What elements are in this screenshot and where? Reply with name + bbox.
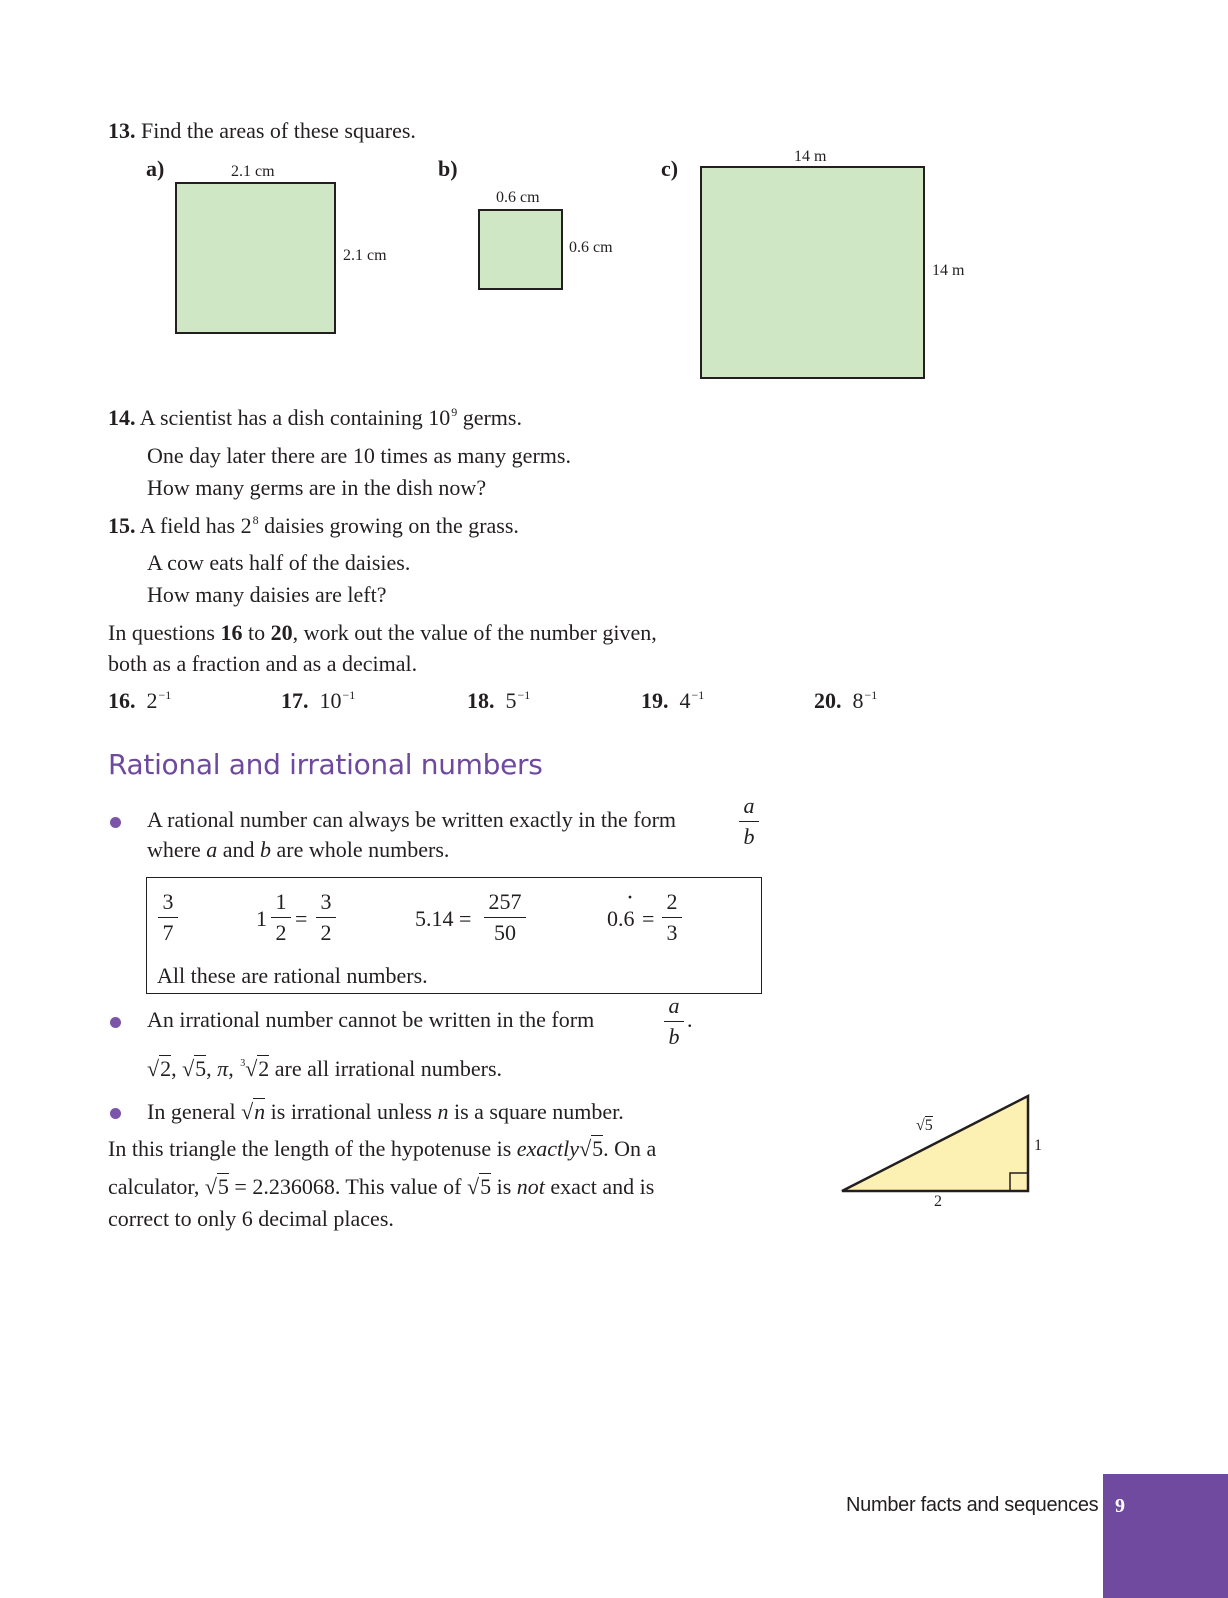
mixed-whole: 1 [256,906,267,931]
bullet-icon [110,1017,121,1028]
base-label: 2 [934,1193,942,1210]
recurring-decimal: 0.6 [607,906,635,931]
paragraph-line2: calculator, √5 = 2.236068. This value of √5 is not exact and is [108,1174,655,1199]
paragraph-line1: In this triangle the length of the hypotenuse is exactly√5. On a [108,1136,657,1161]
question-17: 17. $10^{-1}$ [281,688,356,713]
fraction-3-2: 3 2 [316,890,336,945]
fraction-a-over-b: a b [664,994,684,1049]
bullet1-line2: where a and b are whole numbers. [147,837,450,862]
question-number: 14. [108,405,136,430]
bullet2-text: An irrational number cannot be written in the form [147,1007,595,1032]
bullet-icon [110,1108,121,1119]
page-number-tab [1103,1474,1228,1598]
chapter-title: Number facts and sequences [846,1494,1099,1516]
question-16: 16. $2^{-1}$ [108,688,172,713]
question-number: 15. [108,513,136,538]
fraction-257-50: 257 50 [484,890,526,945]
equals-sign: = [295,906,308,931]
paragraph-line3: correct to only 6 decimal places. [108,1206,394,1231]
question-text: Find the areas of these squares. [141,118,416,143]
fraction-3-7: 3 7 [158,890,178,945]
equals-sign: = [642,906,655,931]
fraction-1-2: 1 2 [271,890,291,945]
decimal-5-14: 5.14 = [415,906,472,931]
page-number: 9 [1115,1495,1125,1517]
q15-line3: How many daisies are left? [147,582,387,607]
recurring-dot: · [626,885,634,911]
square-c-side-label: 14 m [932,262,965,279]
intro-line2: both as a fraction and as a decimal. [108,651,418,676]
square-b [478,209,563,290]
square-a [175,182,336,334]
square-b-side-label: 0.6 cm [569,239,613,256]
question-19: 19. $4^{-1}$ [641,688,705,713]
section-heading: Rational and irrational numbers [108,748,543,781]
hypotenuse-label: √5 [916,1117,933,1134]
square-c [700,166,925,379]
fraction-2-3: 2 3 [662,890,682,945]
bullet1-line1: A rational number can always be written exactly in the form [147,807,677,832]
bullet3-text: In general √n is irrational unless n is a square number. [147,1099,624,1124]
question-14 [108,405,522,434]
part-c-label: c) [661,156,679,181]
part-b-label: b) [438,156,458,181]
intro-line1: In questions 16 to 20, work out the value of the number given, [108,620,657,645]
square-a-side-label: 2.1 cm [343,247,387,264]
q14-line1: A scientist has a dish containing $10^9$ germs. [139,405,522,430]
question-13 [108,118,416,144]
q14-line2: One day later there are 10 times as many germs. [147,443,571,468]
triangle-shape [842,1096,1028,1191]
question-18: 18. $5^{-1}$ [467,688,531,713]
question-number: 13. [108,118,136,143]
fraction-a-over-b: a b [739,794,759,849]
q15-line2: A cow eats half of the daisies. [147,550,411,575]
irrationals-line: √2, √5, π, $^3$√2 are all irrational numbers. [147,1056,503,1081]
height-label: 1 [1034,1137,1042,1154]
square-c-top-label: 14 m [794,148,827,165]
bullet2-period: . [687,1007,693,1032]
box-caption: All these are rational numbers. [157,963,428,988]
part-a-label: a) [146,156,165,181]
square-b-top-label: 0.6 cm [496,189,540,206]
q15-line1: A field has $2^8$ daisies growing on the grass. [139,513,519,538]
bullet-icon [110,817,121,828]
q14-line3: How many germs are in the dish now? [147,475,487,500]
square-a-top-label: 2.1 cm [231,163,275,180]
question-20: 20. $8^{-1}$ [814,688,878,713]
right-triangle-diagram [830,1085,1060,1215]
question-15 [108,513,519,542]
